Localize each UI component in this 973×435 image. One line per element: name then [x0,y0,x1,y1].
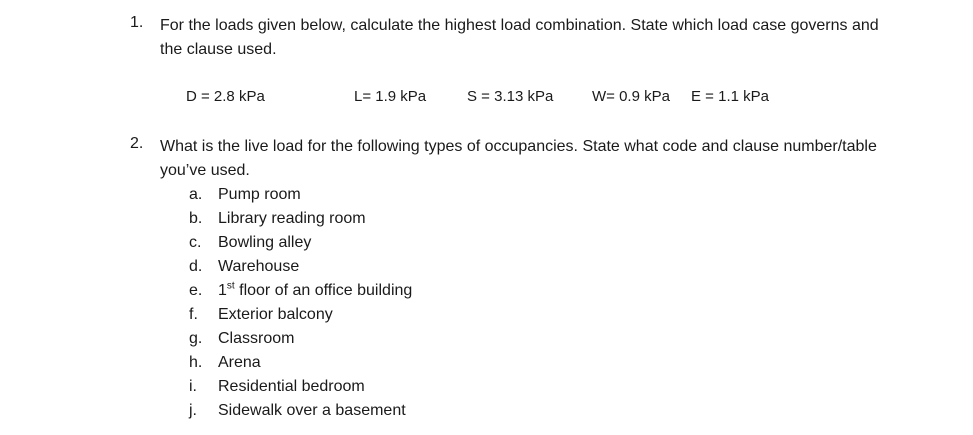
dead-load-value: D = 2.8 kPa [186,88,265,105]
occupancy-list [0,183,973,423]
list-item-letter: c. [189,234,202,251]
list-item-text: Sidewalk over a basement [218,402,406,419]
list-item-letter: f. [189,306,198,323]
list-item-text: Bowling alley [218,234,312,251]
list-item [0,255,973,279]
list-item-letter: d. [189,258,203,275]
list-item-text: Library reading room [218,210,366,227]
list-item-text-rest: floor of an office building [234,282,413,299]
question-1-number: 1. [130,14,144,31]
question-1 [0,14,973,64]
earthquake-load-value: E = 1.1 kPa [691,88,769,105]
list-item [0,351,973,375]
list-item [0,327,973,351]
question-2 [0,135,973,425]
ordinal-suffix: st [226,280,235,292]
ordinal-number: 1 [218,282,227,299]
list-item-letter: g. [189,330,203,347]
question-2-number: 2. [130,135,144,152]
list-item [0,399,973,423]
load-values-row [0,88,973,110]
list-item-text: Pump room [218,186,301,203]
list-item [0,183,973,207]
list-item-text: Warehouse [218,258,300,275]
question-1-text: For the loads given below, calculate the highest load combination. State which load case governs and the clause used. [160,17,879,58]
list-item [0,207,973,231]
list-item-text: Arena [218,354,261,371]
list-item-text [218,279,412,303]
list-item [0,375,973,399]
list-item [0,231,973,255]
list-item-text: Exterior balcony [218,306,333,323]
wind-load-value: W= 0.9 kPa [592,88,670,105]
list-item-letter: e. [189,282,203,299]
list-item [0,303,973,327]
list-item-letter: b. [189,210,203,227]
list-item [0,279,973,303]
snow-load-value: S = 3.13 kPa [467,88,554,105]
list-item-letter: h. [189,354,203,371]
list-item-text: Classroom [218,330,295,347]
list-item-letter: j. [189,402,197,419]
question-2-text: What is the live load for the following types of occupancies. State what code and clause number/table you’ve used. [160,138,877,179]
list-item-letter: i. [189,378,197,395]
list-item-text: Residential bedroom [218,378,365,395]
list-item-letter: a. [189,186,203,203]
live-load-value: L= 1.9 kPa [354,88,427,105]
